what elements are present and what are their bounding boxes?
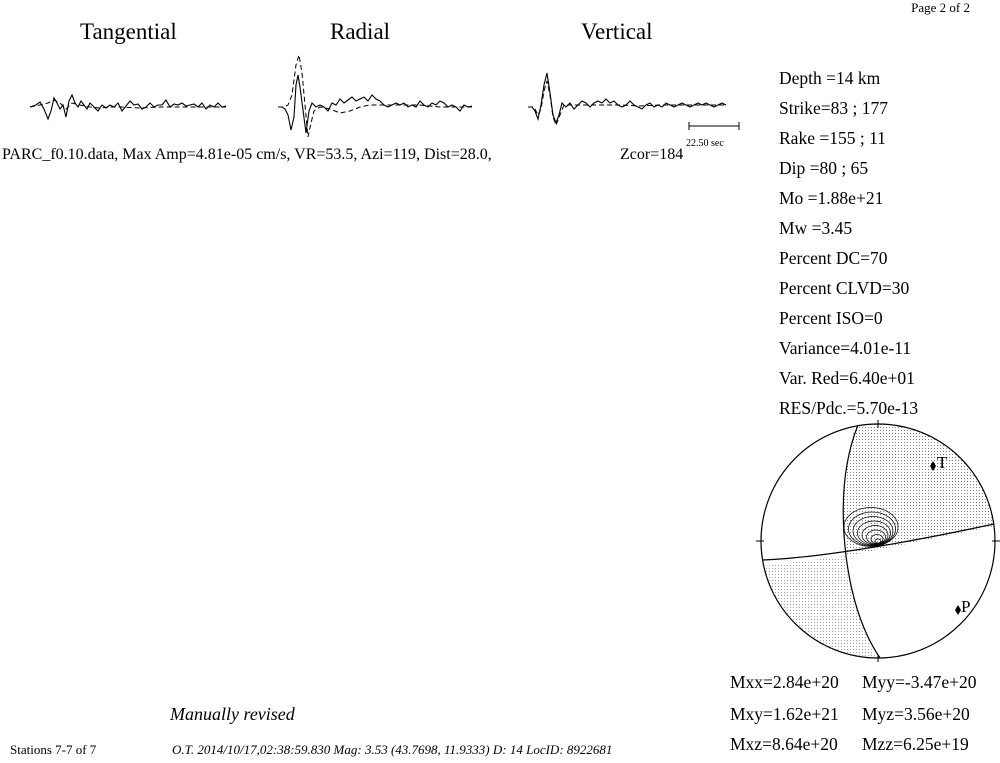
percent-iso-param: Percent ISO=0 bbox=[779, 308, 883, 328]
dip-param: Dip =80 ; 65 bbox=[779, 158, 869, 178]
strike-param: Strike=83 ; 177 bbox=[779, 98, 889, 118]
depth-param: Depth =14 km bbox=[779, 68, 881, 88]
p-axis-label: P bbox=[961, 597, 971, 616]
myz-value: Myz=3.56e+20 bbox=[862, 704, 970, 724]
waveform-panel bbox=[0, 45, 760, 145]
origin-time-line: O.T. 2014/10/17,02:38:59.830 Mag: 3.53 (43.7698, 11.9333) D: 14 LocID: 8922681 bbox=[172, 742, 613, 757]
station-info-line: PARC_f0.10.data, Max Amp=4.81e-05 cm/s, VR=53.5, Azi=119, Dist=28.0, bbox=[2, 146, 492, 163]
vertical-heading: Vertical bbox=[581, 19, 653, 44]
manual-revision-note: Manually revised bbox=[170, 704, 295, 724]
source-parameters bbox=[779, 63, 918, 423]
compressional-quadrant-lower bbox=[756, 556, 880, 664]
zcor-label: Zcor=184 bbox=[620, 146, 684, 163]
tangential-heading: Tangential bbox=[80, 19, 177, 44]
res-pdc-param: RES/Pdc.=5.70e-13 bbox=[779, 398, 919, 418]
myy-value: Myy=-3.47e+20 bbox=[862, 672, 977, 692]
radial-heading: Radial bbox=[330, 19, 391, 44]
mxy-value: Mxy=1.62e+21 bbox=[730, 704, 839, 724]
variance-param: Variance=4.01e-11 bbox=[779, 338, 912, 358]
page-number: Page 2 of 2 bbox=[911, 0, 970, 15]
time-scale-label: 22.50 sec bbox=[686, 138, 724, 149]
t-axis-label: T bbox=[937, 453, 948, 472]
time-scale-bar bbox=[689, 122, 739, 130]
moment-param: Mo =1.88e+21 bbox=[779, 188, 884, 208]
mxx-value: Mxx=2.84e+20 bbox=[730, 672, 839, 692]
mzz-value: Mzz=6.25e+19 bbox=[862, 734, 969, 754]
stations-count: Stations 7-7 of 7 bbox=[10, 742, 97, 757]
radial-synthetic-trace bbox=[278, 55, 472, 137]
mxz-value: Mxz=8.64e+20 bbox=[730, 734, 838, 754]
var-red-param: Var. Red=6.40e+01 bbox=[779, 368, 915, 388]
percent-clvd-param: Percent CLVD=30 bbox=[779, 278, 910, 298]
focal-mechanism-beachball bbox=[756, 420, 1000, 664]
rake-param: Rake =155 ; 11 bbox=[779, 128, 886, 148]
magnitude-param: Mw =3.45 bbox=[779, 218, 853, 238]
vertical-observed-trace bbox=[528, 73, 726, 123]
percent-dc-param: Percent DC=70 bbox=[779, 248, 888, 268]
